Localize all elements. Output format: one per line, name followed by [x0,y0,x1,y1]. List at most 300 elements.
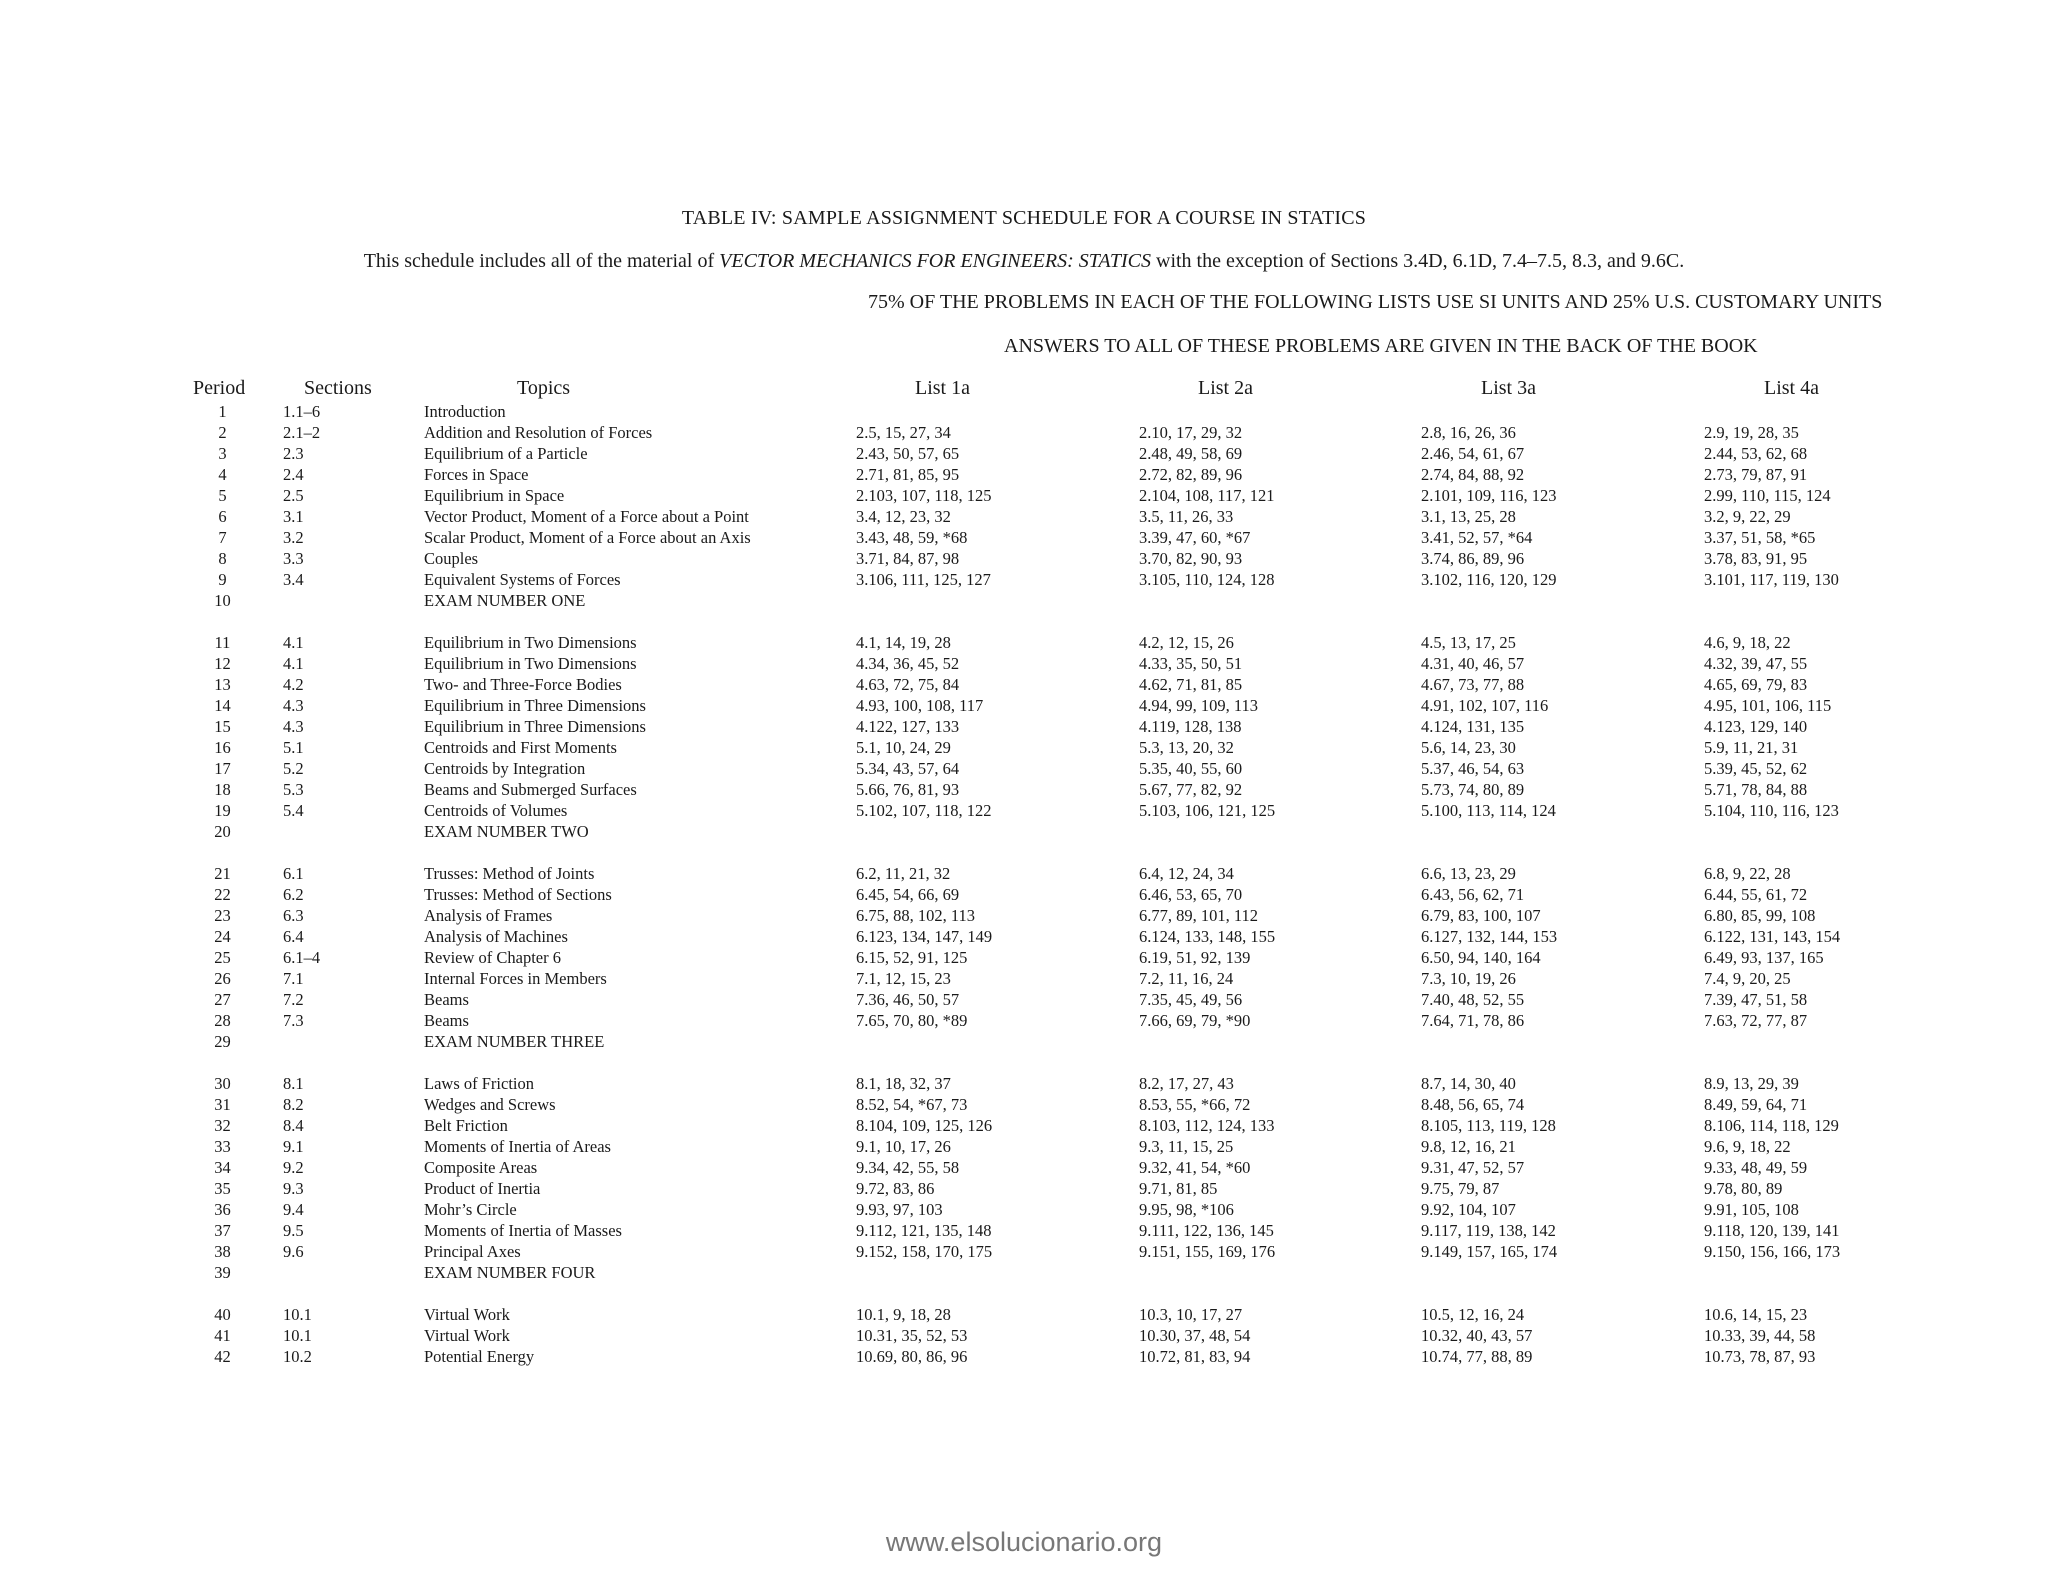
list-2a-cell: 6.4, 12, 24, 34 [1139,864,1234,883]
list-2a-cell: 9.151, 155, 169, 176 [1139,1242,1276,1261]
period-cell: 8 [218,549,227,568]
schedule-description [0,250,2048,273]
topic-cell: Equilibrium in Two Dimensions [424,633,637,652]
section-cell: 10.2 [283,1347,312,1366]
list-1a-cell: 2.5, 15, 27, 34 [856,423,951,442]
period-cell: 19 [214,801,231,820]
section-cell: 9.4 [283,1200,304,1219]
list-1a-cell: 5.1, 10, 24, 29 [856,738,951,757]
topic-cell: Scalar Product, Moment of a Force about an Axis [424,528,751,547]
period-cell: 40 [214,1305,231,1324]
table-row [0,633,2048,654]
list-4a-cell: 5.71, 78, 84, 88 [1704,780,1808,799]
topic-cell: Beams and Submerged Surfaces [424,780,637,799]
table-row [0,1179,2048,1200]
topic-cell: Addition and Resolution of Forces [424,423,653,442]
list-1a-cell: 6.45, 54, 66, 69 [856,885,960,904]
header-list-1a: List 1a [915,377,970,399]
list-4a-cell: 4.95, 101, 106, 115 [1704,696,1832,715]
list-3a-cell: 8.7, 14, 30, 40 [1421,1074,1516,1093]
period-cell: 31 [214,1095,231,1114]
table-row [0,1326,2048,1347]
list-2a-cell: 5.3, 13, 20, 32 [1139,738,1234,757]
topic-cell: Moments of Inertia of Masses [424,1221,622,1240]
section-cell: 2.5 [283,486,304,505]
list-2a-cell: 7.35, 45, 49, 56 [1139,990,1243,1009]
list-1a-cell: 5.34, 43, 57, 64 [856,759,960,778]
section-cell: 5.3 [283,780,304,799]
list-3a-cell: 7.64, 71, 78, 86 [1421,1011,1525,1030]
list-4a-cell: 10.6, 14, 15, 23 [1704,1305,1808,1324]
topic-cell: Equilibrium of a Particle [424,444,588,463]
list-4a-cell: 8.49, 59, 64, 71 [1704,1095,1808,1114]
period-cell: 17 [214,759,231,778]
period-cell: 10 [214,591,231,610]
list-1a-cell: 6.123, 134, 147, 149 [856,927,993,946]
list-3a-cell: 3.1, 13, 25, 28 [1421,507,1516,526]
list-4a-cell: 3.37, 51, 58, *65 [1704,528,1816,547]
list-2a-cell: 8.103, 112, 124, 133 [1139,1116,1275,1135]
list-4a-cell: 10.33, 39, 44, 58 [1704,1326,1816,1345]
list-1a-cell: 10.69, 80, 86, 96 [856,1347,968,1366]
list-2a-cell: 2.48, 49, 58, 69 [1139,444,1243,463]
section-cell: 7.3 [283,1011,304,1030]
period-cell: 22 [214,885,231,904]
table-row [0,885,2048,906]
list-3a-cell: 3.74, 86, 89, 96 [1421,549,1525,568]
topic-cell: Laws of Friction [424,1074,534,1093]
list-3a-cell: 2.8, 16, 26, 36 [1421,423,1516,442]
topic-cell: Potential Energy [424,1347,535,1366]
list-3a-cell: 6.79, 83, 100, 107 [1421,906,1541,925]
list-4a-cell: 10.73, 78, 87, 93 [1704,1347,1816,1366]
table-row [0,780,2048,801]
section-cell: 9.6 [283,1242,304,1261]
table-row [0,990,2048,1011]
list-1a-cell: 3.4, 12, 23, 32 [856,507,951,526]
table-row [0,591,2048,633]
period-cell: 12 [214,654,231,673]
period-cell: 27 [214,990,231,1009]
table-row [0,927,2048,948]
table-row [0,1095,2048,1116]
topic-cell: Beams [424,1011,469,1030]
list-2a-cell: 6.46, 53, 65, 70 [1139,885,1243,904]
list-1a-cell: 3.43, 48, 59, *68 [856,528,968,547]
section-cell: 9.3 [283,1179,304,1198]
table-row [0,1200,2048,1221]
topic-cell: Introduction [424,402,506,421]
list-1a-cell: 5.102, 107, 118, 122 [856,801,992,820]
list-3a-cell: 6.127, 132, 144, 153 [1421,927,1558,946]
list-4a-cell: 5.39, 45, 52, 62 [1704,759,1808,778]
list-4a-cell: 4.65, 69, 79, 83 [1704,675,1808,694]
period-cell: 18 [214,780,231,799]
list-3a-cell: 9.8, 12, 16, 21 [1421,1137,1516,1156]
list-3a-cell: 3.102, 116, 120, 129 [1421,570,1557,589]
list-4a-cell: 7.4, 9, 20, 25 [1704,969,1791,988]
topic-cell: Principal Axes [424,1242,521,1261]
section-cell: 9.5 [283,1221,304,1240]
table-header-row [0,377,2048,401]
topic-cell: Mohr’s Circle [424,1200,517,1219]
list-1a-cell: 9.34, 42, 55, 58 [856,1158,960,1177]
topic-cell: Vector Product, Moment of a Force about a Point [424,507,749,526]
list-4a-cell: 2.99, 110, 115, 124 [1704,486,1831,505]
topic-cell: EXAM NUMBER THREE [424,1032,605,1051]
list-2a-cell: 5.35, 40, 55, 60 [1139,759,1243,778]
list-2a-cell: 4.94, 99, 109, 113 [1139,696,1259,715]
section-cell: 7.2 [283,990,304,1009]
list-1a-cell: 4.34, 36, 45, 52 [856,654,960,673]
list-4a-cell: 6.80, 85, 99, 108 [1704,906,1816,925]
table-row [0,1116,2048,1137]
list-2a-cell: 4.33, 35, 50, 51 [1139,654,1243,673]
table-row [0,423,2048,444]
list-1a-cell: 4.93, 100, 108, 117 [856,696,984,715]
table-row [0,717,2048,738]
section-cell: 4.1 [283,633,304,652]
list-4a-cell: 6.8, 9, 22, 28 [1704,864,1791,883]
topic-cell: Beams [424,990,469,1009]
list-3a-cell: 4.124, 131, 135 [1421,717,1525,736]
list-3a-cell: 4.67, 73, 77, 88 [1421,675,1525,694]
list-4a-cell: 4.32, 39, 47, 55 [1704,654,1808,673]
period-cell: 7 [218,528,227,547]
list-1a-cell: 8.104, 109, 125, 126 [856,1116,993,1135]
period-cell: 5 [218,486,227,505]
period-cell: 1 [218,402,227,421]
list-1a-cell: 2.71, 81, 85, 95 [856,465,960,484]
section-cell: 10.1 [283,1305,312,1324]
list-2a-cell: 2.104, 108, 117, 121 [1139,486,1275,505]
section-cell: 2.1–2 [283,423,321,442]
list-1a-cell: 8.1, 18, 32, 37 [856,1074,951,1093]
section-cell: 6.2 [283,885,304,904]
topic-cell: Forces in Space [424,465,529,484]
list-3a-cell: 7.3, 10, 19, 26 [1421,969,1516,988]
list-1a-cell: 4.122, 127, 133 [856,717,960,736]
table-row [0,1263,2048,1305]
table-row [0,864,2048,885]
topic-cell: Review of Chapter 6 [424,948,562,967]
table-row [0,801,2048,822]
section-cell: 9.1 [283,1137,304,1156]
book-title: VECTOR MECHANICS FOR ENGINEERS: STATICS [719,250,1151,272]
list-3a-cell: 7.40, 48, 52, 55 [1421,990,1525,1009]
list-3a-cell: 6.6, 13, 23, 29 [1421,864,1516,883]
period-cell: 13 [214,675,231,694]
topic-cell: Virtual Work [424,1326,510,1345]
list-4a-cell: 3.78, 83, 91, 95 [1704,549,1808,568]
topic-cell: Moments of Inertia of Areas [424,1137,611,1156]
list-2a-cell: 5.67, 77, 82, 92 [1139,780,1243,799]
table-row [0,1011,2048,1032]
list-3a-cell: 5.100, 113, 114, 124 [1421,801,1556,820]
topic-cell: Analysis of Machines [424,927,568,946]
list-3a-cell: 8.48, 56, 65, 74 [1421,1095,1525,1114]
list-4a-cell: 9.33, 48, 49, 59 [1704,1158,1808,1177]
section-cell: 6.1 [283,864,304,883]
list-3a-cell: 5.37, 46, 54, 63 [1421,759,1525,778]
table-row [0,570,2048,591]
list-2a-cell: 4.62, 71, 81, 85 [1139,675,1243,694]
topic-cell: Equilibrium in Three Dimensions [424,696,646,715]
section-cell: 2.4 [283,465,304,484]
list-1a-cell: 3.71, 84, 87, 98 [856,549,960,568]
list-1a-cell: 9.72, 83, 86 [856,1179,935,1198]
topic-cell: EXAM NUMBER TWO [424,822,589,841]
section-cell: 3.3 [283,549,304,568]
list-3a-cell: 9.92, 104, 107 [1421,1200,1516,1219]
section-cell: 10.1 [283,1326,312,1345]
period-cell: 9 [218,570,227,589]
list-2a-cell: 9.32, 41, 54, *60 [1139,1158,1251,1177]
list-2a-cell: 7.2, 11, 16, 24 [1139,969,1234,988]
topic-cell: Couples [424,549,479,568]
topic-cell: Composite Areas [424,1158,538,1177]
list-4a-cell: 2.9, 19, 28, 35 [1704,423,1799,442]
table-row [0,1074,2048,1095]
table-row [0,969,2048,990]
list-1a-cell: 5.66, 76, 81, 93 [856,780,960,799]
list-3a-cell: 4.5, 13, 17, 25 [1421,633,1516,652]
list-4a-cell: 9.6, 9, 18, 22 [1704,1137,1791,1156]
period-cell: 33 [214,1137,231,1156]
list-4a-cell: 3.2, 9, 22, 29 [1704,507,1791,526]
table-row [0,528,2048,549]
list-3a-cell: 6.50, 94, 140, 164 [1421,948,1541,967]
list-3a-cell: 8.105, 113, 119, 128 [1421,1116,1556,1135]
section-cell: 3.4 [283,570,304,589]
header-list-2a: List 2a [1198,377,1253,399]
topic-cell: Centroids by Integration [424,759,586,778]
topic-cell: EXAM NUMBER ONE [424,591,586,610]
units-note: 75% OF THE PROBLEMS IN EACH OF THE FOLLOWING LISTS USE SI UNITS AND 25% U.S. CUSTOMARY UNITS [868,291,1883,313]
list-1a-cell: 6.15, 52, 91, 125 [856,948,968,967]
list-3a-cell: 4.91, 102, 107, 116 [1421,696,1549,715]
table-row [0,549,2048,570]
list-4a-cell: 6.49, 93, 137, 165 [1704,948,1824,967]
period-cell: 35 [214,1179,231,1198]
table-row [0,1137,2048,1158]
period-cell: 24 [214,927,231,946]
header-list-3a: List 3a [1481,377,1536,399]
list-2a-cell: 5.103, 106, 121, 125 [1139,801,1276,820]
list-3a-cell: 2.101, 109, 116, 123 [1421,486,1557,505]
list-1a-cell: 2.43, 50, 57, 65 [856,444,960,463]
topic-cell: Wedges and Screws [424,1095,556,1114]
list-4a-cell: 7.63, 72, 77, 87 [1704,1011,1808,1030]
list-2a-cell: 9.95, 98, *106 [1139,1200,1234,1219]
list-4a-cell: 5.104, 110, 116, 123 [1704,801,1839,820]
topic-cell: EXAM NUMBER FOUR [424,1263,596,1282]
list-4a-cell: 6.122, 131, 143, 154 [1704,927,1841,946]
list-1a-cell: 9.112, 121, 135, 148 [856,1221,992,1240]
list-2a-cell: 4.2, 12, 15, 26 [1139,633,1234,652]
section-cell: 4.3 [283,717,304,736]
list-2a-cell: 3.70, 82, 90, 93 [1139,549,1243,568]
section-cell: 4.3 [283,696,304,715]
section-cell: 3.1 [283,507,304,526]
table-row [0,948,2048,969]
list-2a-cell: 2.72, 82, 89, 96 [1139,465,1243,484]
table-row [0,822,2048,864]
list-2a-cell: 9.111, 122, 136, 145 [1139,1221,1274,1240]
section-cell: 4.2 [283,675,304,694]
watermark: www.elsolucionario.org [885,1527,1163,1557]
list-2a-cell: 8.2, 17, 27, 43 [1139,1074,1234,1093]
period-cell: 2 [218,423,227,442]
list-2a-cell: 3.105, 110, 124, 128 [1139,570,1275,589]
table-title: TABLE IV: SAMPLE ASSIGNMENT SCHEDULE FOR A COURSE IN STATICS [681,207,1367,229]
list-1a-cell: 9.152, 158, 170, 175 [856,1242,993,1261]
list-3a-cell: 9.75, 79, 87 [1421,1179,1500,1198]
table-row [0,738,2048,759]
list-4a-cell: 4.123, 129, 140 [1704,717,1808,736]
list-2a-cell: 8.53, 55, *66, 72 [1139,1095,1251,1114]
section-cell: 7.1 [283,969,304,988]
period-cell: 28 [214,1011,231,1030]
description-text-after: with the exception of Sections 3.4D, 6.1D, 7.4–7.5, 8.3, and 9.6C. [1151,250,1685,272]
period-cell: 36 [214,1200,231,1219]
section-cell: 8.4 [283,1116,304,1135]
table-row [0,675,2048,696]
list-1a-cell: 4.63, 72, 75, 84 [856,675,960,694]
list-4a-cell: 8.106, 114, 118, 129 [1704,1116,1839,1135]
list-1a-cell: 8.52, 54, *67, 73 [856,1095,968,1114]
list-3a-cell: 9.117, 119, 138, 142 [1421,1221,1556,1240]
section-cell: 8.2 [283,1095,304,1114]
period-cell: 3 [218,444,227,463]
period-cell: 14 [214,696,231,715]
topic-cell: Equilibrium in Space [424,486,565,505]
table-row [0,1305,2048,1326]
section-cell: 1.1–6 [283,402,321,421]
list-1a-cell: 9.93, 97, 103 [856,1200,943,1219]
section-cell: 2.3 [283,444,304,463]
section-cell: 3.2 [283,528,304,547]
section-cell: 5.4 [283,801,304,820]
list-2a-cell: 10.3, 10, 17, 27 [1139,1305,1243,1324]
section-cell: 5.2 [283,759,304,778]
section-cell: 6.4 [283,927,304,946]
topic-cell: Two- and Three-Force Bodies [424,675,622,694]
topic-cell: Equilibrium in Two Dimensions [424,654,637,673]
period-cell: 37 [214,1221,231,1240]
period-cell: 32 [214,1116,231,1135]
table-row [0,654,2048,675]
table-row [0,402,2048,423]
table-row [0,1032,2048,1074]
header-topics: Topics [517,377,571,399]
list-4a-cell: 9.150, 156, 166, 173 [1704,1242,1841,1261]
list-2a-cell: 6.124, 133, 148, 155 [1139,927,1276,946]
section-cell: 6.3 [283,906,304,925]
list-1a-cell: 6.2, 11, 21, 32 [856,864,951,883]
topic-cell: Analysis of Frames [424,906,553,925]
list-4a-cell: 7.39, 47, 51, 58 [1704,990,1808,1009]
table-row [0,1242,2048,1263]
table-row [0,486,2048,507]
list-2a-cell: 7.66, 69, 79, *90 [1139,1011,1251,1030]
topic-cell: Trusses: Method of Joints [424,864,595,883]
table-row [0,906,2048,927]
topic-cell: Internal Forces in Members [424,969,607,988]
period-cell: 26 [214,969,231,988]
list-1a-cell: 4.1, 14, 19, 28 [856,633,951,652]
table-row [0,1158,2048,1179]
header-list-4a: List 4a [1764,377,1819,399]
list-4a-cell: 4.6, 9, 18, 22 [1704,633,1791,652]
section-cell: 4.1 [283,654,304,673]
section-cell: 9.2 [283,1158,304,1177]
period-cell: 16 [214,738,231,757]
list-4a-cell: 9.91, 105, 108 [1704,1200,1799,1219]
list-3a-cell: 9.149, 157, 165, 174 [1421,1242,1558,1261]
list-3a-cell: 5.6, 14, 23, 30 [1421,738,1516,757]
topic-cell: Virtual Work [424,1305,510,1324]
header-period: Period [193,377,246,399]
list-1a-cell: 3.106, 111, 125, 127 [856,570,991,589]
list-3a-cell: 10.5, 12, 16, 24 [1421,1305,1525,1324]
list-2a-cell: 10.30, 37, 48, 54 [1139,1326,1251,1345]
section-cell: 5.1 [283,738,304,757]
period-cell: 34 [214,1158,231,1177]
list-1a-cell: 7.65, 70, 80, *89 [856,1011,968,1030]
answers-note: ANSWERS TO ALL OF THESE PROBLEMS ARE GIVEN IN THE BACK OF THE BOOK [1004,335,1758,357]
period-cell: 4 [218,465,227,484]
list-3a-cell: 3.41, 52, 57, *64 [1421,528,1533,547]
list-4a-cell: 2.44, 53, 62, 68 [1704,444,1808,463]
period-cell: 30 [214,1074,231,1093]
list-1a-cell: 2.103, 107, 118, 125 [856,486,992,505]
list-1a-cell: 7.1, 12, 15, 23 [856,969,951,988]
table-row [0,1347,2048,1368]
list-3a-cell: 2.74, 84, 88, 92 [1421,465,1525,484]
list-2a-cell: 9.3, 11, 15, 25 [1139,1137,1234,1156]
table-row [0,465,2048,486]
topic-cell: Trusses: Method of Sections [424,885,612,904]
schedule-table [0,402,2048,1368]
topic-cell: Product of Inertia [424,1179,541,1198]
list-3a-cell: 2.46, 54, 61, 67 [1421,444,1525,463]
topic-cell: Centroids and First Moments [424,738,617,757]
period-cell: 29 [214,1032,231,1051]
topic-cell: Equivalent Systems of Forces [424,570,621,589]
table-row [0,696,2048,717]
list-2a-cell: 3.5, 11, 26, 33 [1139,507,1234,526]
list-2a-cell: 2.10, 17, 29, 32 [1139,423,1243,442]
table-row [0,507,2048,528]
topic-cell: Belt Friction [424,1116,508,1135]
list-4a-cell: 9.78, 80, 89 [1704,1179,1783,1198]
list-1a-cell: 10.1, 9, 18, 28 [856,1305,951,1324]
period-cell: 42 [214,1347,231,1366]
header-sections: Sections [304,377,372,399]
period-cell: 20 [214,822,231,841]
period-cell: 6 [218,507,227,526]
period-cell: 25 [214,948,231,967]
period-cell: 21 [214,864,231,883]
list-3a-cell: 10.74, 77, 88, 89 [1421,1347,1533,1366]
list-4a-cell: 6.44, 55, 61, 72 [1704,885,1808,904]
list-4a-cell: 5.9, 11, 21, 31 [1704,738,1799,757]
topic-cell: Equilibrium in Three Dimensions [424,717,646,736]
period-cell: 23 [214,906,231,925]
table-row [0,444,2048,465]
list-2a-cell: 10.72, 81, 83, 94 [1139,1347,1251,1366]
